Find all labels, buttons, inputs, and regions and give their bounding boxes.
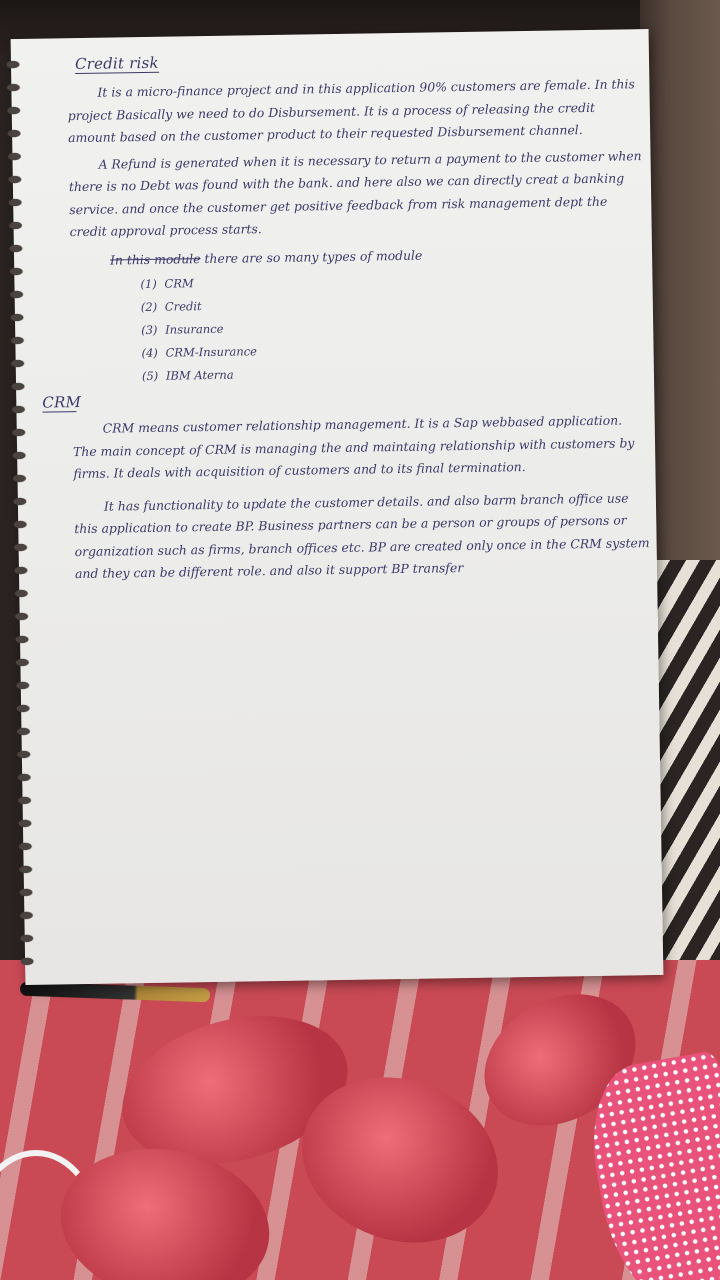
floral-fabric xyxy=(0,960,720,1280)
item-label: CRM-Insurance xyxy=(165,344,258,360)
module-list xyxy=(70,265,647,389)
item-label: Credit xyxy=(164,299,202,314)
notebook-page xyxy=(11,29,664,985)
modules-intro-text: there are so many types of module xyxy=(204,247,423,266)
item-number: (1) xyxy=(140,276,157,292)
item-number: (4) xyxy=(141,345,158,361)
heading-crm: CRM xyxy=(42,393,82,412)
struck-text: In this module xyxy=(109,250,201,268)
handwritten-notes xyxy=(42,45,650,585)
item-label: IBM Aterna xyxy=(165,367,234,383)
credit-risk-paragraph-1: It is a micro-finance project and in this application 90% customers are female. In this project Basically we need to do Disbursement. It is a process of releasing the credit amount based on the customer product to their requested Disbursement channel. xyxy=(67,76,635,146)
crm-paragraph-1: CRM means customer relationship management. It is a Sap webbased application. The main concept of CRM is managing the and maintaing relationship with customers by firms. It deals with acquisition of customers and to its final termination. xyxy=(72,412,635,482)
spiral-binding xyxy=(1,53,39,973)
item-label: CRM xyxy=(164,276,194,291)
item-label: Insurance xyxy=(165,321,224,337)
crm-paragraph-2: It has functionality to update the customer details. and also barm branch office use this application to create BP. Business partners can be a person or groups of persons or organization such as firms, branch offices etc. BP are created only once in the CRM system and they can be different role. and also it support BP transfer xyxy=(74,489,650,582)
item-number: (5) xyxy=(141,368,159,384)
item-number: (2) xyxy=(140,299,158,315)
heading-credit-risk: Credit risk xyxy=(74,53,159,74)
credit-risk-paragraph-2: A Refund is generated when it is necessary to return a payment to the customer when there is no Debt was found with the bank. and here also we can directly creat a banking service. and once the customer get positive feedback from risk management dept the credit approval process starts. xyxy=(68,147,642,240)
item-number: (3) xyxy=(141,322,158,338)
